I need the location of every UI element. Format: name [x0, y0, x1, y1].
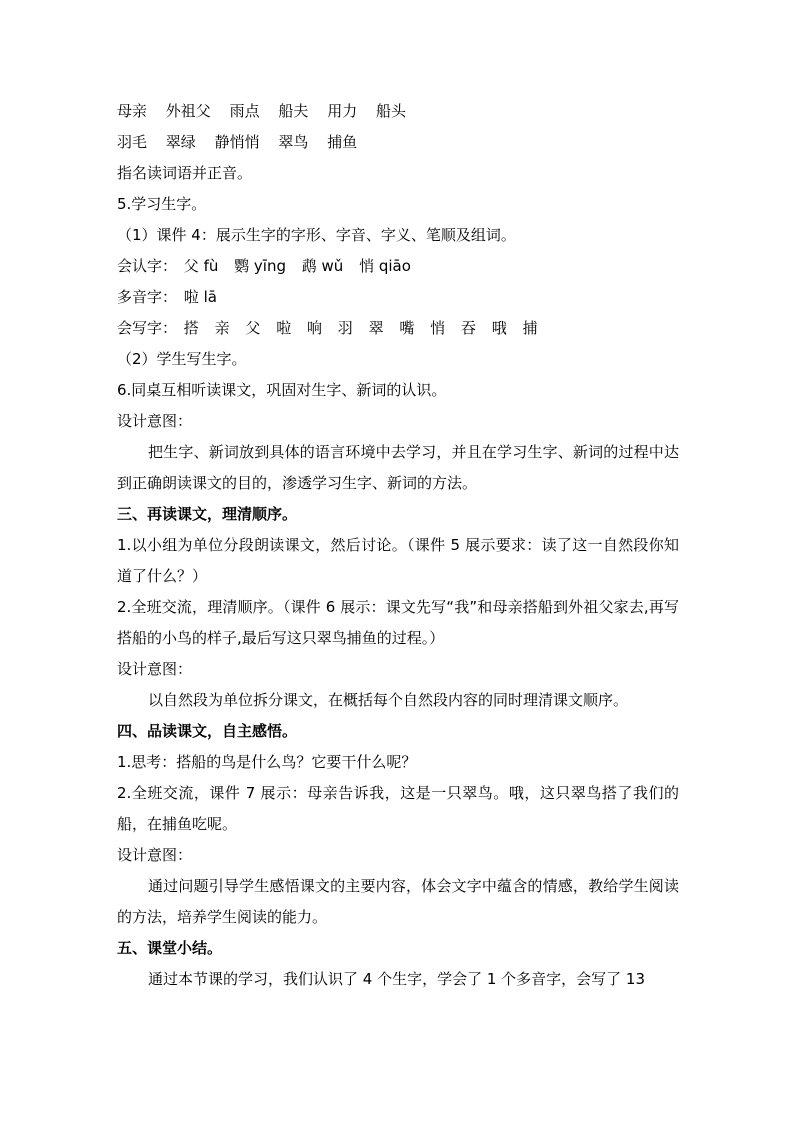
correct-reading-line: 指名读词语并正音。	[117, 164, 253, 182]
vocab-word: 母亲	[117, 102, 148, 120]
vocab-word: 用力	[327, 102, 358, 120]
write-char: 哦	[491, 319, 507, 337]
write-char: 响	[306, 319, 322, 337]
write-char: 搭	[183, 319, 199, 337]
recognize-item: 鹦 yīng	[234, 257, 286, 275]
write-char: 父	[245, 319, 261, 337]
section-3-item-1: 1.以小组为单位分段朗读课文，然后讨论。（课件 5 展示要求：读了这一自然段你知道了什么？）	[117, 536, 679, 585]
design-intent-label: 设计意图：	[117, 846, 193, 864]
vocab-row-1	[117, 96, 679, 127]
polyphone-item: 啦 lā	[183, 288, 217, 306]
write-char: 捕	[522, 319, 538, 337]
summary-text: 通过本节课的学习，我们认识了 4 个生字，学会了 1 个多音字，会写了 13	[148, 970, 646, 988]
section-5-heading: 五、课堂小结。	[117, 939, 223, 957]
vocab-word: 外祖父	[165, 102, 211, 120]
step-5-1-line: （1）课件 4：展示生字的字形、字音、字义、笔顺及组词。	[117, 226, 516, 244]
vocab-word: 静悄悄	[214, 133, 260, 151]
recognize-label: 会认字：	[117, 257, 178, 275]
write-char: 嘴	[399, 319, 415, 337]
section-4-item-2: 2.全班交流，课件 7 展示：母亲告诉我，这是一只翠鸟。哦，这只翠鸟搭了我们的船，在捕鱼吃呢。	[117, 784, 679, 833]
write-char: 啦	[276, 319, 292, 337]
vocab-word: 捕鱼	[327, 133, 358, 151]
step-5-2-line: （2）学生写生字。	[117, 350, 247, 368]
vocab-word: 羽毛	[117, 133, 148, 151]
recognize-item: 鹉 wǔ	[301, 257, 344, 275]
document-page	[117, 96, 679, 995]
design-intent-label: 设计意图：	[117, 412, 193, 430]
vocab-word: 船夫	[278, 102, 309, 120]
recognize-item: 父 fù	[183, 257, 219, 275]
write-char: 亲	[214, 319, 230, 337]
polyphone-line	[117, 282, 679, 313]
section-3-item-2: 2.全班交流，理清顺序。（课件 6 展示：课文先写“我”和母亲搭船到外祖父家去,再写搭船的小鸟的样子,最后写这只翠鸟捕鱼的过程。）	[117, 598, 679, 647]
design-intent-text: 通过问题引导学生感悟课文的主要内容，体会文字中蕴含的情感，教给学生阅读的方法，培养学生阅读的能力。	[117, 877, 679, 926]
polyphone-label: 多音字：	[117, 288, 178, 306]
section-4-item-1: 1.思考：搭船的鸟是什么鸟？它要干什么呢？	[117, 753, 417, 771]
section-3-heading: 三、再读课文，理清顺序。	[117, 505, 298, 523]
write-chars-line	[117, 313, 679, 344]
design-intent-label: 设计意图：	[117, 660, 193, 678]
write-label: 会写字：	[117, 319, 178, 337]
vocab-word: 翠绿	[165, 133, 196, 151]
write-char: 悄	[430, 319, 446, 337]
write-char: 翠	[368, 319, 384, 337]
design-intent-text: 以自然段为单位拆分课文，在概括每个自然段内容的同时理清课文顺序。	[148, 691, 629, 709]
step-5-heading: 5.学习生字。	[117, 195, 207, 213]
recognize-item: 悄 qiāo	[359, 257, 411, 275]
vocab-row-2	[117, 127, 679, 158]
design-intent-text: 把生字、新词放到具体的语言环境中去学习，并且在学习生字、新词的过程中达到正确朗读课文的目的，渗透学习生字、新词的方法。	[117, 443, 679, 492]
write-char: 吞	[460, 319, 476, 337]
section-4-heading: 四、品读课文，自主感悟。	[117, 722, 298, 740]
vocab-word: 雨点	[229, 102, 260, 120]
step-6-line: 6.同桌互相听读课文，巩固对生字、新词的认识。	[117, 381, 447, 399]
recognize-chars-line	[117, 251, 679, 282]
vocab-word: 船头	[375, 102, 406, 120]
vocab-word: 翠鸟	[278, 133, 309, 151]
write-char: 羽	[337, 319, 353, 337]
